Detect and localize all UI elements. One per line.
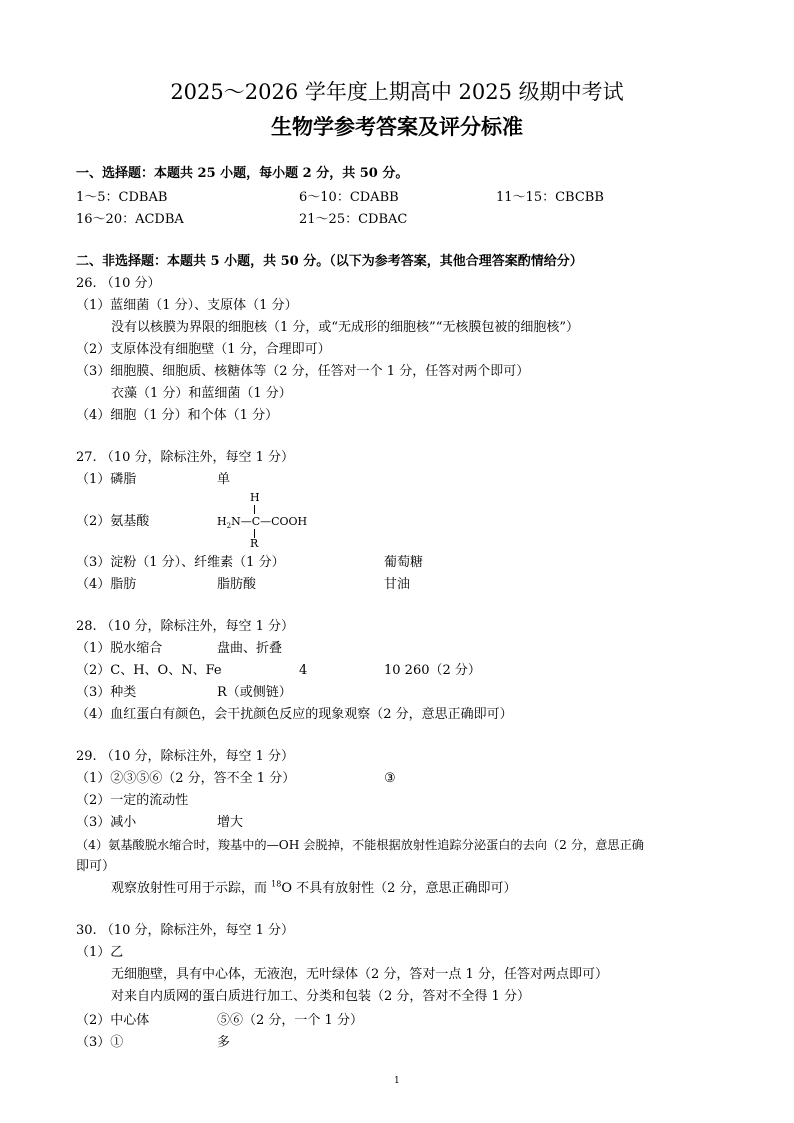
answer-group: 16～20：ACDBA <box>76 212 184 227</box>
question-heading: 27. （10 分，除标注外，每空 1 分） <box>76 450 295 465</box>
answer-line: （2）支原体没有细胞壁（1 分，合理即可） <box>76 342 331 357</box>
answer-line: （2）中心体 <box>76 1013 150 1028</box>
answer-line: 无细胞壁，具有中心体，无液泡，无叶绿体（2 分，答对一点 1 分，任答对两点即可） <box>111 967 608 982</box>
section1-heading: 一、选择题：本题共 25 小题，每小题 2 分，共 50 分。 <box>76 166 409 181</box>
question-heading: 26. （10 分） <box>76 276 161 291</box>
page-subtitle: 生物学参考答案及评分标准 <box>271 114 523 139</box>
answer-group: 11～15：CBCBB <box>496 190 604 205</box>
answer-line: （2）氨基酸 <box>76 514 150 529</box>
question-heading: 28. （10 分，除标注外，每空 1 分） <box>76 619 295 634</box>
answer-line: （4）血红蛋白有颜色，会干扰颜色反应的现象观察（2 分，意思正确即可） <box>76 707 513 722</box>
answer-line: （3）减小 <box>76 815 137 830</box>
answer-line: 观察放射性可用于示踪，而 $^{18}$O 不具有放射性（2 分，意思正确即可） <box>111 879 517 896</box>
question-heading: 30. （10 分，除标注外，每空 1 分） <box>76 923 295 938</box>
answer-line: 多 <box>217 1035 231 1050</box>
formula-main: $H_2N—C—COOH$ <box>217 515 308 531</box>
answer-line: 没有以核膜为界限的细胞核（1 分，或“无成形的细胞核”“无核膜包被的细胞核”） <box>111 320 579 335</box>
answer-group: 21～25：CDBAC <box>299 212 408 227</box>
answer-line: （1）②③⑤⑥（2 分，答不全 1 分） <box>76 771 296 786</box>
answer-line: （1）乙 <box>76 945 124 960</box>
answer-line: （1）蓝细菌（1 分）、支原体（1 分） <box>76 298 298 313</box>
answer-line: （1）脱水缩合 <box>76 641 163 656</box>
answer-line: （1）磷脂 <box>76 472 137 487</box>
answer-line: （2）C、H、O、N、Fe <box>76 663 222 678</box>
answer-line: 脂肪酸 <box>217 577 257 592</box>
answer-line: 增大 <box>217 815 244 830</box>
answer-line: （2）一定的流动性 <box>76 793 189 808</box>
answer-line: （3）细胞膜、细胞质、核糖体等（2 分，任答对一个 1 分，任答对两个即可） <box>76 364 530 379</box>
page-number: 1 <box>394 1076 400 1086</box>
answer-line: ③ <box>384 771 396 786</box>
answer-line: （3）淀粉（1 分）、纤维素（1 分） <box>76 555 285 570</box>
formula-h-top: H <box>250 491 260 504</box>
answer-line: （4）细胞（1 分）和个体（1 分） <box>76 408 279 423</box>
answer-line: ⑤⑥（2 分，一个 1 分） <box>217 1013 363 1028</box>
answer-line: （4）氨基酸脱水缩合时，羧基中的—OH 会脱掉，不能根据放射性追踪分泌蛋白的去向（2 分，意思正确 <box>76 838 644 852</box>
answer-line: 10 260（2 分） <box>384 663 481 678</box>
answer-line: 甘油 <box>384 577 411 592</box>
answer-line: 4 <box>299 663 308 678</box>
page-title: 2025～2026 学年度上期高中 2025 级期中考试 <box>170 80 624 104</box>
answer-line: （3）种类 <box>76 685 137 700</box>
answer-line: 对来自内质网的蛋白质进行加工、分类和包装（2 分，答对不全得 1 分） <box>111 989 530 1004</box>
answer-line: 即可） <box>76 859 116 874</box>
formula-bond <box>254 505 255 514</box>
answer-line: 衣藻（1 分）和蓝细菌（1 分） <box>111 386 292 401</box>
answer-line: 盘曲、折叠 <box>217 641 283 656</box>
answer-line: 单 <box>217 472 231 487</box>
answer-line: R（或侧链） <box>217 685 292 700</box>
answer-line: （4）脂肪 <box>76 577 137 592</box>
answer-group: 6～10：CDABB <box>299 190 399 205</box>
question-heading: 29. （10 分，除标注外，每空 1 分） <box>76 749 295 764</box>
section2-heading: 二、非选择题：本题共 5 小题，共 50 分。（以下为参考答案，其他合理答案酌情给分） <box>76 254 583 269</box>
answer-line: 葡萄糖 <box>384 555 424 570</box>
answer-group: 1～5：CDBAB <box>76 190 168 205</box>
answer-line: （3）① <box>76 1035 124 1050</box>
formula-r: R <box>250 537 259 550</box>
